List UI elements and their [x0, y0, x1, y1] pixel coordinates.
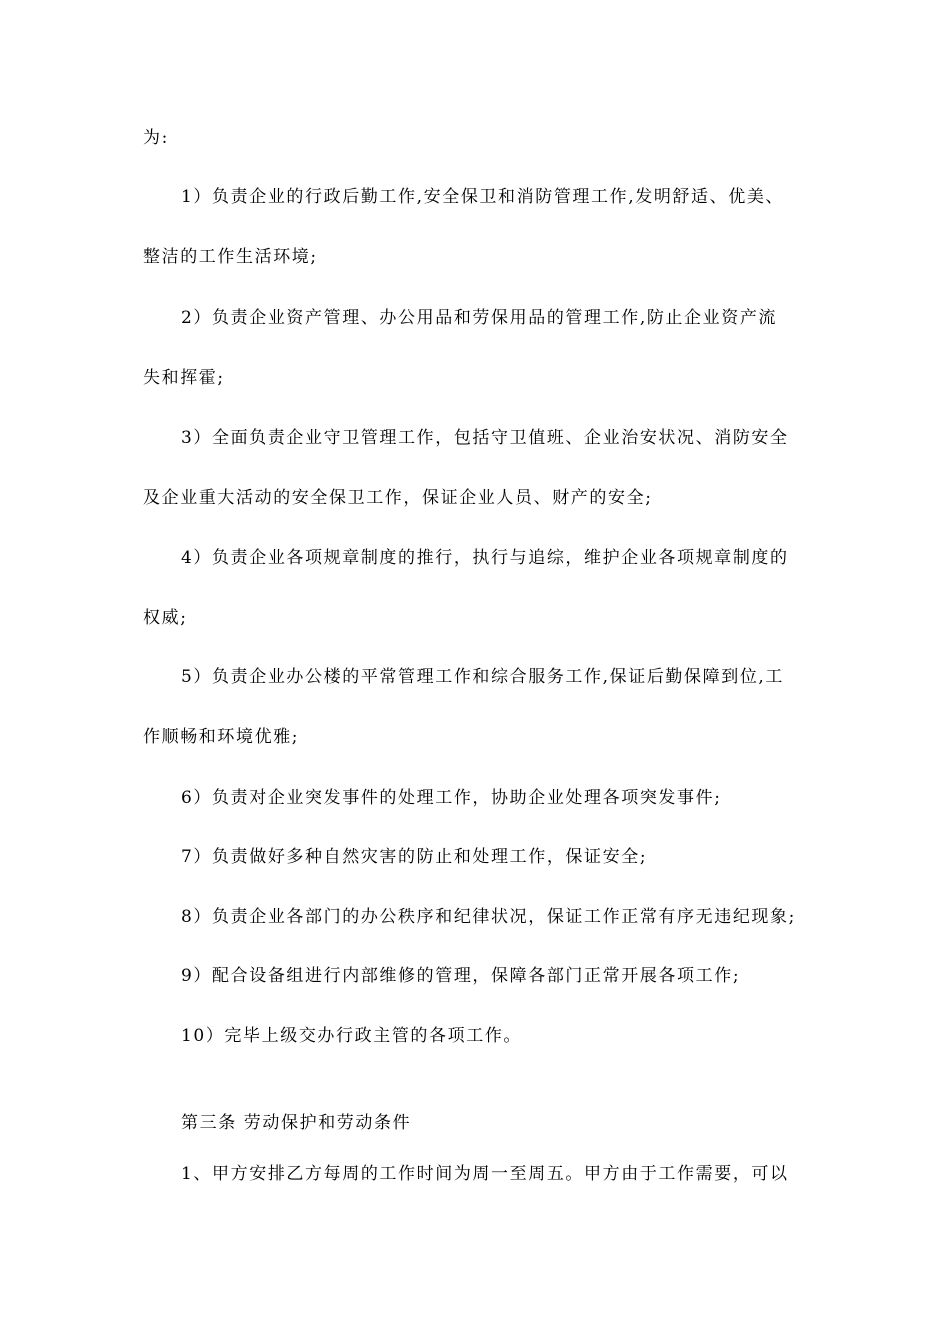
paragraph-line: 失和挥霍; — [143, 368, 225, 388]
list-item-6: 6）负责对企业突发事件的处理工作，协助企业处理各项突发事件; — [181, 788, 722, 808]
paragraph-line: 权威; — [143, 608, 188, 628]
list-item-5: 5）负责企业办公楼的平常管理工作和综合服务工作,保证后勤保障到位,工 — [181, 667, 785, 687]
paragraph-line: 作顺畅和环境优雅; — [143, 727, 300, 747]
paragraph-line: 整洁的工作生活环境; — [143, 247, 318, 267]
section-heading: 第三条 劳动保护和劳动条件 — [181, 1113, 412, 1133]
list-item-1: 1）负责企业的行政后勤工作,安全保卫和消防管理工作,发明舒适、优美、 — [181, 187, 785, 207]
paragraph-line: 及企业重大活动的安全保卫工作，保证企业人员、财产的安全; — [143, 488, 653, 508]
paragraph-line: 1、甲方安排乙方每周的工作时间为周一至周五。甲方由于工作需要，可以 — [181, 1164, 789, 1184]
list-item-4: 4）负责企业各项规章制度的推行，执行与追综，维护企业各项规章制度的 — [181, 548, 789, 568]
list-item-3: 3）全面负责企业守卫管理工作，包括守卫值班、企业治安状况、消防安全 — [181, 428, 789, 448]
list-item-9: 9）配合设备组进行内部维修的管理，保障各部门正常开展各项工作; — [181, 966, 741, 986]
list-item-10: 10）完毕上级交办行政主管的各项工作。 — [181, 1026, 523, 1046]
paragraph-line: 为: — [143, 128, 169, 148]
list-item-8: 8）负责企业各部门的办公秩序和纪律状况，保证工作正常有序无违纪现象; — [181, 907, 796, 927]
list-item-2: 2）负责企业资产管理、办公用品和劳保用品的管理工作,防止企业资产流 — [181, 308, 778, 328]
list-item-7: 7）负责做好多种自然灾害的防止和处理工作，保证安全; — [181, 847, 648, 867]
